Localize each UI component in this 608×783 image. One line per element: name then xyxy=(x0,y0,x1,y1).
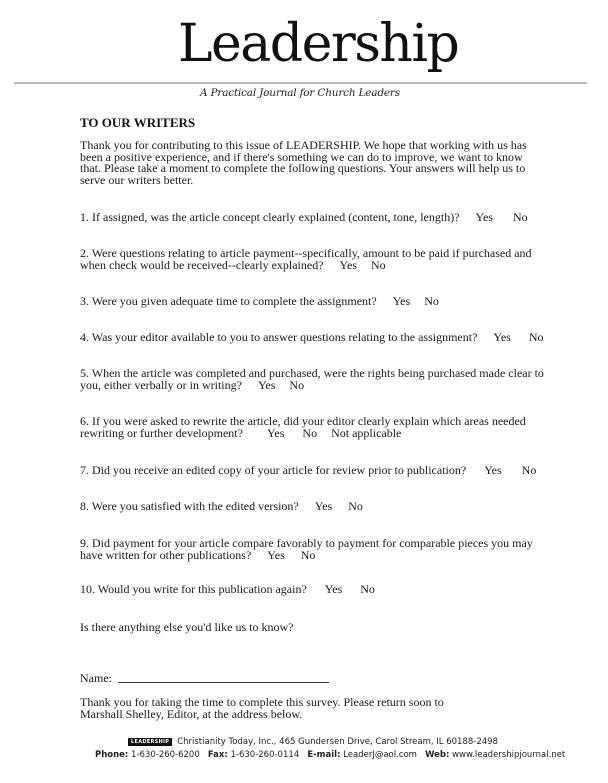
question-text: 4. Was your editor available to you to answer questions relating to the assignment? xyxy=(80,330,478,344)
web-link[interactable]: www.leadershipjournal.net xyxy=(452,750,566,760)
fax-value: 1-630-260-0114 xyxy=(230,750,300,760)
option-no[interactable]: No xyxy=(512,210,528,224)
option-no[interactable]: No xyxy=(528,330,544,344)
name-input-line[interactable] xyxy=(118,682,329,683)
masthead-title: Leadership xyxy=(178,14,459,74)
question-text-cont: you, either verbally or in writing? xyxy=(80,377,242,392)
question-10 xyxy=(80,584,560,596)
intro-paragraph xyxy=(80,140,550,186)
section-heading: TO OUR WRITERS xyxy=(80,115,196,130)
question-text-cont: have written for other publications? xyxy=(80,547,252,562)
question-2 xyxy=(80,248,560,271)
question-6 xyxy=(80,416,560,439)
option-yes[interactable]: Yes xyxy=(324,582,343,596)
phone-value: 1-630-260-6200 xyxy=(131,750,200,760)
fax-label: Fax: xyxy=(207,750,228,760)
option-no[interactable]: No xyxy=(521,463,537,477)
option-yes[interactable]: Yes xyxy=(266,425,285,440)
closing-paragraph xyxy=(80,697,500,720)
option-no[interactable]: No xyxy=(360,582,375,596)
web-label: Web: xyxy=(425,750,450,760)
intro-line: Thank you for contributing to this issue of LEADERSHIP. We hope that working with us has xyxy=(80,138,527,152)
question-text: 2. Were questions relating to article payment--specifically, amount to be paid if purchased and xyxy=(80,246,532,260)
option-yes[interactable]: Yes xyxy=(339,257,358,272)
question-text: 8. Were you satisfied with the edited version? xyxy=(80,499,299,513)
question-text: 9. Did payment for your article compare favorably to payment for comparable pieces you may xyxy=(80,536,533,550)
option-yes[interactable]: Yes xyxy=(314,499,333,513)
option-yes[interactable]: Yes xyxy=(475,210,493,224)
name-label: Name: xyxy=(80,671,112,685)
option-no[interactable]: No xyxy=(300,547,316,562)
intro-line: that. Please take a moment to complete the following questions. Your answers will help us to xyxy=(80,161,526,176)
option-no[interactable]: No xyxy=(424,294,439,308)
footer-contact-line xyxy=(95,750,565,760)
option-not-applicable[interactable]: Not applicable xyxy=(331,425,402,440)
question-text: 3. Were you given adequate time to complete the assignment? xyxy=(80,294,377,308)
question-5 xyxy=(80,368,560,391)
option-yes[interactable]: Yes xyxy=(267,547,285,562)
masthead-tagline: A Practical Journal for Church Leaders xyxy=(200,87,400,99)
leadership-logo-badge: LEADERSHIP xyxy=(128,738,172,746)
footer-address: Christianity Today, Inc., 465 Gundersen Drive, Carol Stream, IL 60188-2498 xyxy=(177,737,498,747)
intro-line: serve our writers better. xyxy=(80,172,194,187)
email-link[interactable]: LeaderJ@aol.com xyxy=(343,750,417,760)
question-1 xyxy=(80,212,560,224)
question-text: 1. If assigned, was the article concept clearly explained (content, tone, length)? xyxy=(80,210,460,224)
question-8 xyxy=(80,501,560,513)
masthead-rule xyxy=(14,82,587,84)
closing-line: Thank you for taking the time to complete this survey. Please return soon to xyxy=(80,695,444,709)
question-text-cont: rewriting or further development? xyxy=(80,425,243,440)
option-no[interactable]: No xyxy=(289,377,305,392)
question-text-cont: when check would be received--clearly explained? xyxy=(80,257,324,272)
intro-line: been a positive experience, and if there's something we can do to improve, we want to know xyxy=(80,149,523,164)
question-4 xyxy=(80,332,580,344)
question-3 xyxy=(80,296,560,308)
question-9 xyxy=(80,538,560,561)
question-text: 10. Would you write for this publication again? xyxy=(80,582,307,596)
question-text: 6. If you were asked to rewrite the article, did your editor clearly explain which areas needed xyxy=(80,414,526,428)
option-no[interactable]: No xyxy=(371,257,386,272)
option-yes[interactable]: Yes xyxy=(484,463,502,477)
option-yes[interactable]: Yes xyxy=(392,294,411,308)
email-label: E-mail: xyxy=(307,750,341,760)
option-no[interactable]: No xyxy=(302,425,318,440)
open-question: Is there anything else you'd like us to know? xyxy=(80,620,294,634)
option-yes[interactable]: Yes xyxy=(257,377,276,392)
footer-address-line xyxy=(128,737,498,747)
question-text: 5. When the article was completed and purchased, were the rights being purchased made clear to xyxy=(80,366,544,380)
option-no[interactable]: No xyxy=(348,499,363,513)
question-7 xyxy=(80,465,580,477)
question-text: 7. Did you receive an edited copy of your article for review prior to publication? xyxy=(80,463,467,477)
phone-label: Phone: xyxy=(95,750,129,760)
closing-line: Marshall Shelley, Editor, at the address below. xyxy=(80,706,303,721)
option-yes[interactable]: Yes xyxy=(493,330,511,344)
